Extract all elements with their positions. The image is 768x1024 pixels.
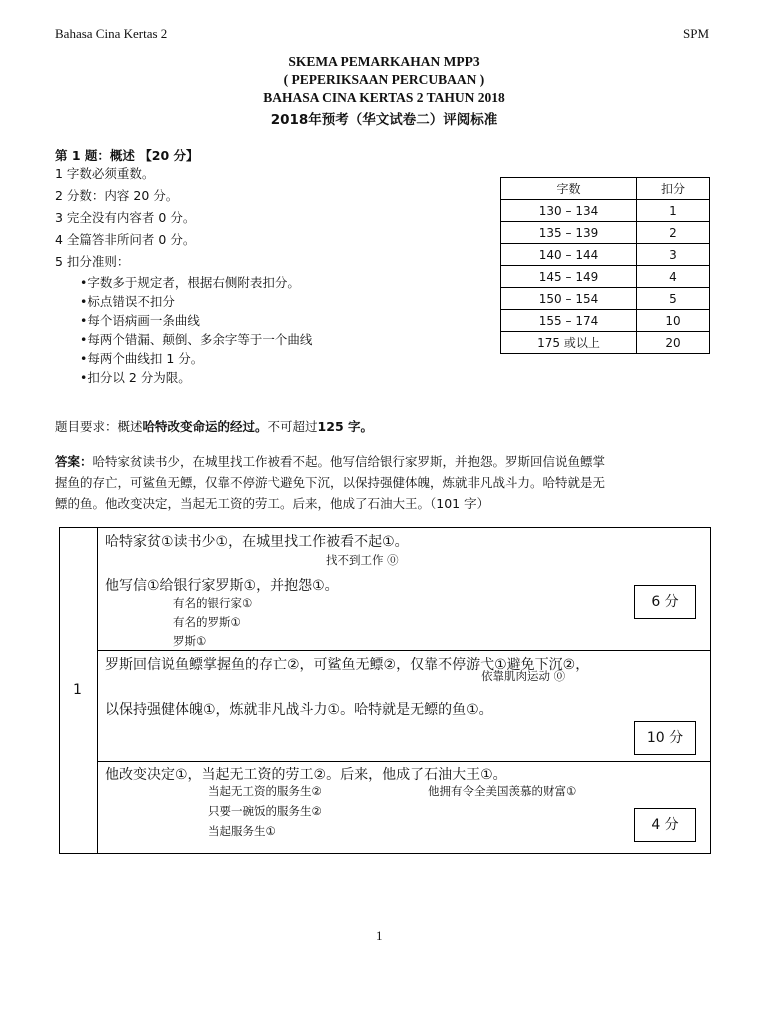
requirement-bold: 哈特改变命运的经过。 xyxy=(142,419,268,434)
s1-alt-4: 罗斯① xyxy=(173,634,207,648)
answer-line: 答案：哈特家贫读书少，在城里找工作被看不起。他写信给银行家罗斯，并抱怨。罗斯回信说鱼鳔掌 xyxy=(55,454,606,469)
table-cell: 1 xyxy=(637,200,710,222)
rule-item: 2 分数：内容 20 分。 xyxy=(55,188,179,203)
s2-line-1: 罗斯回信说鱼鳔掌握鱼的存亡②，可鲨鱼无鳔②，仅靠不停游弋①避免下沉②， xyxy=(105,657,590,673)
bullet-item: •扣分以 2 分为限。 xyxy=(80,370,191,385)
bullet-item: •标点错误不扣分 xyxy=(80,294,175,309)
table-cell: 5 xyxy=(637,288,710,310)
title-line-3: BAHASA CINA KERTAS 2 TAHUN 2018 xyxy=(263,90,505,105)
bullet-item: •每两个曲线扣 1 分。 xyxy=(80,351,204,366)
answer-label: 答案： xyxy=(55,454,93,469)
table-cell: 175 或以上 xyxy=(501,332,637,354)
table-header: 扣分 xyxy=(637,178,710,200)
table-row xyxy=(501,244,710,266)
rule-item: 4 全篇答非所问者 0 分。 xyxy=(55,232,196,247)
s3-alt-2: 只要一碗饭的服务生② xyxy=(208,804,322,818)
rule-item: 5 扣分准则： xyxy=(55,254,130,269)
table-cell: 130 – 134 xyxy=(501,200,637,222)
rule-item: 1 字数必须重数。 xyxy=(55,166,155,181)
table-row xyxy=(501,200,710,222)
s1-line-1: 哈特家贫①读书少①，在城里找工作被看不起①。 xyxy=(105,534,409,550)
answer-paragraph xyxy=(55,451,720,514)
table-row xyxy=(501,222,710,244)
table-cell: 150 – 154 xyxy=(501,288,637,310)
rule-item: 3 完全没有内容者 0 分。 xyxy=(55,210,196,225)
bullet-item: •字数多于规定者，根据右侧附表扣分。 xyxy=(80,275,300,290)
table-row xyxy=(501,266,710,288)
table-cell: 20 xyxy=(637,332,710,354)
header-right: SPM xyxy=(683,26,710,41)
requirement-limit: 125 字。 xyxy=(317,419,373,434)
section-divider xyxy=(97,761,710,762)
table-header: 字数 xyxy=(501,178,637,200)
header-left: Bahasa Cina Kertas 2 xyxy=(55,26,168,41)
title-line-1: SKEMA PEMARKAHAN MPP3 xyxy=(288,54,480,69)
table-row xyxy=(501,310,710,332)
s3-score-box: 4 分 xyxy=(634,808,696,842)
page-number: 1 xyxy=(376,928,383,943)
s1-alt-3: 有名的罗斯① xyxy=(173,615,241,629)
requirement-line xyxy=(55,416,720,437)
question-number: 1 xyxy=(73,682,82,698)
s2-line-2: 以保持强健体魄①，炼就非凡战斗力①。哈特就是无鳔的鱼①。 xyxy=(105,702,493,718)
question-number-column xyxy=(60,528,98,853)
bullet-item: •每两个错漏、颠倒、多余字等于一个曲线 xyxy=(80,332,313,347)
s1-alt-1: 找不到工作 ⓪ xyxy=(326,553,399,567)
table-cell: 2 xyxy=(637,222,710,244)
s2-score-box: 10 分 xyxy=(634,721,696,755)
s1-score-box: 6 分 xyxy=(634,585,696,619)
s3-line-1: 他改变决定①，当起无工资的劳工②。后来，他成了石油大王①。 xyxy=(105,767,507,783)
section-divider xyxy=(97,650,710,651)
s3-alt-1: 当起无工资的服务生② xyxy=(208,784,322,798)
table-cell: 4 xyxy=(637,266,710,288)
section-heading: 第 1 题：概述 【20 分】 xyxy=(55,148,199,163)
table-header-row xyxy=(501,178,710,200)
s1-alt-2: 有名的银行家① xyxy=(173,596,253,610)
table-row xyxy=(501,332,710,354)
requirement-prefix: 题目要求：概述 xyxy=(55,419,143,434)
requirement-mid: 不可超过 xyxy=(267,419,318,434)
table-cell: 10 xyxy=(637,310,710,332)
s1-line-2: 他写信①给银行家罗斯①，并抱怨①。 xyxy=(105,578,339,594)
table-cell: 135 – 139 xyxy=(501,222,637,244)
table-cell: 155 – 174 xyxy=(501,310,637,332)
bullet-item: •每个语病画一条曲线 xyxy=(80,313,200,328)
table-cell: 140 – 144 xyxy=(501,244,637,266)
title-line-4: 2018年预考（华文试卷二）评阅标准 xyxy=(270,112,498,128)
answer-line: 鳔的鱼。他改变决定，当起无工资的劳工。后来，他成了石油大王。（101 字） xyxy=(55,496,490,511)
s3-alt-4: 他拥有令全美国羡慕的财富① xyxy=(428,784,577,798)
table-cell: 145 – 149 xyxy=(501,266,637,288)
answer-line: 握鱼的存亡，可鲨鱼无鳔，仅靠不停游弋避免下沉，以保持强健体魄，炼就非凡战斗力。哈特就是无 xyxy=(55,475,606,490)
s2-alt-1: 依靠肌肉运动 ⓪ xyxy=(481,669,566,683)
s3-alt-3: 当起服务生① xyxy=(208,824,276,838)
table-row xyxy=(501,288,710,310)
title-line-2: ( PEPERIKSAAN PERCUBAAN ) xyxy=(283,72,485,87)
table-cell: 3 xyxy=(637,244,710,266)
deduction-table xyxy=(500,177,710,354)
marking-grid xyxy=(59,527,711,854)
